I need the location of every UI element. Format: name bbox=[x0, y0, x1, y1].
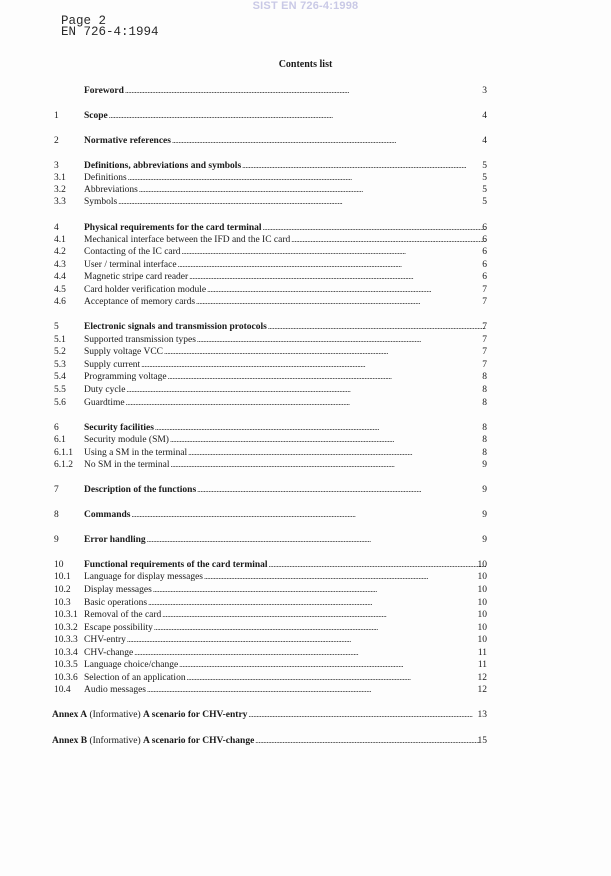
toc-section-title: Audio messages bbox=[84, 685, 147, 695]
toc-page-number: 7 bbox=[482, 335, 487, 345]
toc-section-title: Language for display messages bbox=[84, 572, 203, 582]
toc-row[interactable] bbox=[0, 246, 611, 258]
toc-row[interactable] bbox=[0, 684, 611, 696]
toc-leader-dots bbox=[126, 384, 486, 396]
toc-leader-dots bbox=[139, 184, 486, 196]
toc-leader-dots bbox=[178, 259, 486, 271]
toc-leader-dots bbox=[179, 659, 486, 671]
toc-leader-dots bbox=[147, 534, 486, 546]
toc-page-number: 11 bbox=[477, 648, 487, 658]
toc-page-number: 9 bbox=[482, 510, 487, 520]
toc-page-number: 15 bbox=[477, 736, 487, 746]
toc-leader-dots bbox=[182, 246, 486, 258]
toc-row[interactable] bbox=[0, 321, 611, 333]
toc-page-number: 8 bbox=[482, 448, 487, 458]
toc-page-number: 9 bbox=[482, 485, 487, 495]
toc-section-title: Escape possibility bbox=[84, 623, 153, 633]
annex-informative: (Informative) bbox=[89, 736, 141, 746]
toc-leader-dots bbox=[197, 484, 486, 496]
toc-section-title: Language choice/change bbox=[84, 660, 179, 670]
toc-section-number: 5.6 bbox=[54, 398, 66, 408]
toc-leader-dots bbox=[207, 284, 486, 296]
toc-section-title: Selection of an application bbox=[84, 673, 186, 683]
standard-id: EN 726-4:1994 bbox=[61, 25, 159, 39]
toc-page-number: 8 bbox=[482, 372, 487, 382]
toc-section-title: Supply voltage VCC bbox=[84, 347, 163, 357]
toc-leader-dots bbox=[189, 271, 486, 283]
toc-section-number: 10.3 bbox=[54, 598, 71, 608]
page-header bbox=[61, 16, 159, 38]
toc-page-number: 4 bbox=[482, 111, 487, 121]
toc-annex-row[interactable] bbox=[0, 709, 611, 721]
toc-leader-dots bbox=[204, 571, 486, 583]
page-label: Page 2 bbox=[61, 14, 107, 28]
annex-title: A scenario for CHV-entry bbox=[143, 710, 248, 720]
toc-row[interactable] bbox=[0, 110, 611, 122]
toc-section-number: 5.5 bbox=[54, 385, 66, 395]
toc-section-title: Supply current bbox=[84, 360, 141, 370]
toc-section-title: Abbreviations bbox=[84, 185, 138, 195]
toc-row[interactable] bbox=[0, 222, 611, 234]
toc-section-number: 8 bbox=[54, 510, 59, 520]
toc-leader-dots bbox=[168, 371, 486, 383]
toc-row[interactable] bbox=[0, 384, 611, 396]
toc-section-number: 10.3.6 bbox=[54, 673, 78, 683]
toc-leader-dots bbox=[148, 597, 486, 609]
toc-leader-dots bbox=[196, 296, 486, 308]
toc-section-number: 3 bbox=[54, 161, 59, 171]
toc-leader-dots bbox=[155, 422, 486, 434]
toc-section-title: Programming voltage bbox=[84, 372, 167, 382]
toc-page-number: 12 bbox=[477, 673, 487, 683]
toc-section-number: 4.5 bbox=[54, 285, 66, 295]
toc-leader-dots bbox=[125, 85, 486, 97]
toc-row[interactable] bbox=[0, 271, 611, 283]
toc-section-number: 10.3.1 bbox=[54, 610, 78, 620]
toc-page-number: 6 bbox=[482, 223, 487, 233]
toc-section-title: Electronic signals and transmission protocols bbox=[84, 322, 267, 332]
toc-section-title: CHV-entry bbox=[84, 635, 126, 645]
annex-title: A scenario for CHV-change bbox=[143, 736, 255, 746]
toc-section-number: 10.1 bbox=[54, 572, 71, 582]
toc-row[interactable] bbox=[0, 484, 611, 496]
toc-row[interactable] bbox=[0, 196, 611, 208]
toc-section-number: 5.4 bbox=[54, 372, 66, 382]
toc-page-number: 10 bbox=[477, 598, 487, 608]
toc-page-number: 6 bbox=[482, 247, 487, 257]
toc-section-title: Supported transmission types bbox=[84, 335, 196, 345]
toc-section-number: 4 bbox=[54, 223, 59, 233]
toc-leader-dots bbox=[269, 559, 486, 571]
toc-row[interactable] bbox=[0, 172, 611, 184]
toc-row[interactable] bbox=[0, 509, 611, 521]
toc-section-number: 4.6 bbox=[54, 297, 66, 307]
toc-section-number: 5 bbox=[54, 322, 59, 332]
toc-leader-dots bbox=[291, 234, 486, 246]
toc-row[interactable] bbox=[0, 672, 611, 684]
toc-section-number: 5.1 bbox=[54, 335, 66, 345]
toc-section-title: Description of the functions bbox=[84, 485, 197, 495]
toc-row[interactable] bbox=[0, 447, 611, 459]
toc-section-number: 3.2 bbox=[54, 185, 66, 195]
toc-section-title: Foreword bbox=[84, 86, 124, 96]
toc-section-title: Using a SM in the terminal bbox=[84, 448, 188, 458]
toc-page-number: 5 bbox=[482, 197, 487, 207]
toc-leader-dots bbox=[164, 346, 486, 358]
toc-page-number: 4 bbox=[482, 136, 487, 146]
toc-page-number: 13 bbox=[477, 710, 487, 720]
toc-row[interactable] bbox=[0, 359, 611, 371]
toc-section-title: Physical requirements for the card terminal bbox=[84, 223, 262, 233]
toc-leader-dots bbox=[141, 359, 486, 371]
toc-row[interactable] bbox=[0, 609, 611, 621]
toc-section-title: Acceptance of memory cards bbox=[84, 297, 196, 307]
toc-section-title: CHV-change bbox=[84, 648, 134, 658]
toc-leader-dots bbox=[242, 160, 486, 172]
toc-leader-dots bbox=[255, 735, 486, 747]
toc-page-number: 6 bbox=[482, 235, 487, 245]
toc-section-title: Removal of the card bbox=[84, 610, 162, 620]
toc-row[interactable] bbox=[0, 234, 611, 246]
toc-section-number: 10.3.5 bbox=[54, 660, 78, 670]
contents-title: Contents list bbox=[278, 59, 333, 70]
annex-informative: (Informative) bbox=[89, 710, 141, 720]
toc-page-number: 11 bbox=[477, 660, 487, 670]
toc-page-number: 6 bbox=[482, 260, 487, 270]
toc-section-title: Symbols bbox=[84, 197, 118, 207]
toc-section-number: 6 bbox=[54, 423, 59, 433]
toc-leader-dots bbox=[128, 172, 486, 184]
toc-section-title: Definitions bbox=[84, 173, 127, 183]
toc-leader-dots bbox=[187, 672, 486, 684]
toc-page-number: 10 bbox=[477, 635, 487, 645]
toc-section-number: 10.3.4 bbox=[54, 648, 78, 658]
toc-section-number: 7 bbox=[54, 485, 59, 495]
toc-page-number: 10 bbox=[477, 585, 487, 595]
toc-section-number: 10.3.3 bbox=[54, 635, 78, 645]
annex-prefix: Annex B bbox=[52, 736, 88, 746]
toc-section-number: 3.1 bbox=[54, 173, 66, 183]
toc-row[interactable] bbox=[0, 534, 611, 546]
annex-prefix: Annex A bbox=[52, 710, 88, 720]
toc-page-number: 8 bbox=[482, 423, 487, 433]
toc-page-number: 6 bbox=[482, 272, 487, 282]
toc-row[interactable] bbox=[0, 559, 611, 571]
toc-section-number: 9 bbox=[54, 535, 59, 545]
toc-row[interactable] bbox=[0, 334, 611, 346]
toc-section-number: 6.1 bbox=[54, 435, 66, 445]
toc-leader-dots bbox=[268, 321, 486, 333]
toc-page-number: 5 bbox=[482, 161, 487, 171]
toc-section-title: Basic operations bbox=[84, 598, 148, 608]
toc-leader-dots bbox=[131, 509, 486, 521]
toc-row[interactable] bbox=[0, 622, 611, 634]
toc-section-number: 10.3.2 bbox=[54, 623, 78, 633]
toc-row[interactable] bbox=[0, 371, 611, 383]
toc-page-number: 3 bbox=[482, 86, 487, 96]
toc-row[interactable] bbox=[0, 296, 611, 308]
toc-page-number: 7 bbox=[482, 347, 487, 357]
watermark: SIST EN 726-4:1998 bbox=[252, 0, 359, 12]
toc-row[interactable] bbox=[0, 597, 611, 609]
toc-page-number: 5 bbox=[482, 173, 487, 183]
toc-row[interactable] bbox=[0, 184, 611, 196]
toc-section-number: 10.4 bbox=[54, 685, 71, 695]
toc-section-title: No SM in the terminal bbox=[84, 460, 170, 470]
toc-section-title: Definitions, abbreviations and symbols bbox=[84, 161, 242, 171]
toc-page-number: 9 bbox=[482, 460, 487, 470]
toc-leader-dots bbox=[118, 196, 486, 208]
toc-section-number: 10 bbox=[54, 560, 64, 570]
toc-leader-dots bbox=[134, 647, 486, 659]
toc-leader-dots bbox=[147, 684, 486, 696]
toc-section-title: Scope bbox=[84, 111, 108, 121]
toc-page-number: 10 bbox=[477, 572, 487, 582]
toc-section-title: Contacting of the IC card bbox=[84, 247, 181, 257]
toc-section-number: 2 bbox=[54, 136, 59, 146]
toc-section-title: Duty cycle bbox=[84, 385, 126, 395]
toc-row[interactable] bbox=[0, 647, 611, 659]
toc-row[interactable] bbox=[0, 422, 611, 434]
toc-leader-dots bbox=[162, 609, 486, 621]
toc-row[interactable] bbox=[0, 459, 611, 471]
toc-leader-dots bbox=[154, 622, 486, 634]
toc-row[interactable] bbox=[0, 659, 611, 671]
toc-section-title: Error handling bbox=[84, 535, 146, 545]
toc-page-number: 10 bbox=[477, 560, 487, 570]
toc-section-number: 1 bbox=[54, 111, 59, 121]
toc-annex-row[interactable] bbox=[0, 735, 611, 747]
toc-section-title: Functional requirements of the card terminal bbox=[84, 560, 268, 570]
toc-page-number: 7 bbox=[482, 322, 487, 332]
toc-page-number: 9 bbox=[482, 535, 487, 545]
toc-leader-dots bbox=[109, 110, 486, 122]
toc-leader-dots bbox=[170, 434, 486, 446]
toc-leader-dots bbox=[263, 222, 486, 234]
toc-page-number: 8 bbox=[482, 435, 487, 445]
toc-section-title: Display messages bbox=[84, 585, 152, 595]
toc-row[interactable] bbox=[0, 571, 611, 583]
toc-section-title: Card holder verification module bbox=[84, 285, 207, 295]
toc-section-title: Security facilities bbox=[84, 423, 154, 433]
toc-row[interactable] bbox=[0, 284, 611, 296]
toc-section-number: 6.1.1 bbox=[54, 448, 73, 458]
toc-leader-dots bbox=[127, 634, 486, 646]
toc-row[interactable] bbox=[0, 259, 611, 271]
toc-leader-dots bbox=[153, 584, 486, 596]
toc-row[interactable] bbox=[0, 584, 611, 596]
toc-page-number: 8 bbox=[482, 385, 487, 395]
toc-annex-title bbox=[52, 709, 247, 721]
toc-row[interactable] bbox=[0, 160, 611, 172]
toc-section-title: Commands bbox=[84, 510, 131, 520]
toc-page-number: 5 bbox=[482, 185, 487, 195]
toc-section-title: Guardtime bbox=[84, 398, 125, 408]
toc-leader-dots bbox=[197, 334, 486, 346]
toc-section-number: 3.3 bbox=[54, 197, 66, 207]
toc-section-number: 4.2 bbox=[54, 247, 66, 257]
toc-leader-dots bbox=[248, 709, 486, 721]
toc-page-number: 10 bbox=[477, 610, 487, 620]
toc-section-number: 5.3 bbox=[54, 360, 66, 370]
toc-leader-dots bbox=[188, 447, 486, 459]
toc-section-number: 4.1 bbox=[54, 235, 66, 245]
toc-section-title: User / terminal interface bbox=[84, 260, 177, 270]
toc-row[interactable] bbox=[0, 397, 611, 409]
toc-page-number: 7 bbox=[482, 285, 487, 295]
toc-row[interactable] bbox=[0, 434, 611, 446]
toc-section-title: Security module (SM) bbox=[84, 435, 169, 445]
toc-page-number: 8 bbox=[482, 398, 487, 408]
toc-row[interactable] bbox=[0, 634, 611, 646]
toc-leader-dots bbox=[171, 459, 487, 471]
toc-page-number: 12 bbox=[477, 685, 487, 695]
toc-section-title: Mechanical interface between the IFD and the IC card bbox=[84, 235, 291, 245]
toc-annex-title bbox=[52, 735, 254, 747]
toc-section-number: 4.3 bbox=[54, 260, 66, 270]
toc-page-number: 7 bbox=[482, 297, 487, 307]
toc-page-number: 7 bbox=[482, 360, 487, 370]
toc-row[interactable] bbox=[0, 135, 611, 147]
toc-row[interactable] bbox=[0, 85, 611, 97]
toc-section-number: 5.2 bbox=[54, 347, 66, 357]
toc-section-number: 4.4 bbox=[54, 272, 66, 282]
toc-section-title: Normative references bbox=[84, 136, 171, 146]
toc-section-number: 6.1.2 bbox=[54, 460, 73, 470]
toc-leader-dots bbox=[172, 135, 486, 147]
toc-section-title: Magnetic stripe card reader bbox=[84, 272, 189, 282]
toc-leader-dots bbox=[126, 397, 486, 409]
toc-row[interactable] bbox=[0, 346, 611, 358]
toc-section-number: 10.2 bbox=[54, 585, 71, 595]
toc-page-number: 10 bbox=[477, 623, 487, 633]
